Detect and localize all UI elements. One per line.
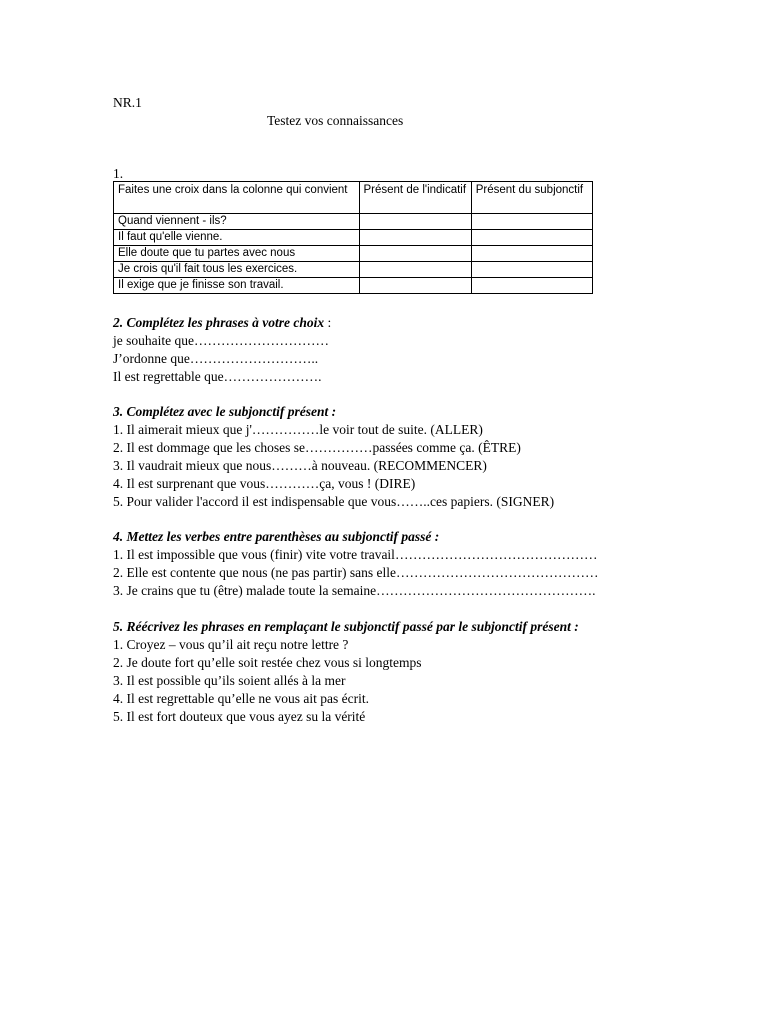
- list-item: 2. Elle est contente que nous (ne pas partir) sans elle………………………………………: [113, 565, 599, 580]
- list-item: 1. Il est impossible que vous (finir) vite votre travail………………………………………: [113, 547, 598, 562]
- table-cell-subjonctif[interactable]: [471, 262, 592, 278]
- table-row: [114, 230, 593, 246]
- list-item: 3. Je crains que tu (être) malade toute la semaine………………………………………….: [113, 583, 596, 598]
- list-item: 3. Il est possible qu’ils soient allés à la mer: [113, 673, 346, 688]
- table-cell-indicatif[interactable]: [359, 262, 471, 278]
- list-item: J’ordonne que………………………..: [113, 351, 319, 366]
- exercise-2-heading-text: 2. Complétez les phrases à votre choix: [113, 315, 325, 330]
- exercise-2-heading: [113, 314, 331, 332]
- list-item: 3. Il vaudrait mieux que nous………à nouveau. (RECOMMENCER): [113, 458, 487, 473]
- list-item: 2. Il est dommage que les choses se……………passées comme ça. (ÊTRE): [113, 440, 521, 455]
- table-cell-subjonctif[interactable]: [471, 278, 592, 294]
- table-cell-indicatif[interactable]: [359, 246, 471, 262]
- table-cell-sentence: Il faut qu'elle vienne.: [114, 230, 360, 246]
- page-title: Testez vos connaissances: [267, 113, 404, 128]
- list-item: 2. Je doute fort qu’elle soit restée chez vous si longtemps: [113, 655, 422, 670]
- exercise-4: [113, 528, 599, 600]
- list-item: je souhaite que…………………………: [113, 333, 329, 348]
- document-label: NR.1: [113, 95, 142, 110]
- exercise-1-table: [113, 181, 593, 294]
- exercise-4-heading: 4. Mettez les verbes entre parenthèses au subjonctif passé :: [113, 529, 440, 544]
- list-item: 4. Il est regrettable qu’elle ne vous ait pas écrit.: [113, 691, 370, 706]
- exercise-3-heading: 3. Complétez avec le subjonctif présent :: [113, 404, 337, 419]
- exercise-5-heading: 5. Réécrivez les phrases en remplaçant le subjonctif passé par le subjonctif présent :: [113, 619, 579, 634]
- table-cell-indicatif[interactable]: [359, 278, 471, 294]
- table-row: [114, 246, 593, 262]
- table-row: [114, 278, 593, 294]
- exercise-3: [113, 403, 554, 511]
- table-header-cell: Présent du subjonctif: [471, 182, 592, 214]
- list-item: 1. Croyez – vous qu’il ait reçu notre lettre ?: [113, 637, 349, 652]
- table-cell-subjonctif[interactable]: [471, 246, 592, 262]
- exercise-2: [113, 314, 331, 386]
- table-cell-subjonctif[interactable]: [471, 230, 592, 246]
- table-row: [114, 214, 593, 230]
- list-item: Il est regrettable que………………….: [113, 369, 322, 384]
- table-cell-indicatif[interactable]: [359, 230, 471, 246]
- table-cell-subjonctif[interactable]: [471, 214, 592, 230]
- list-item: 5. Il est fort douteux que vous ayez su la vérité: [113, 709, 366, 724]
- table-header-row: [114, 182, 593, 214]
- list-item: 5. Pour valider l'accord il est indispensable que vous……..ces papiers. (SIGNER): [113, 494, 555, 509]
- list-item: 1. Il aimerait mieux que j'……………le voir tout de suite. (ALLER): [113, 422, 483, 437]
- table-header-cell: Présent de l'indicatif: [359, 182, 471, 214]
- exercise-5: [113, 618, 579, 726]
- table-cell-sentence: Il exige que je finisse son travail.: [114, 278, 360, 294]
- exercise-1-number: 1.: [113, 166, 124, 181]
- table-header-cell: Faites une croix dans la colonne qui convient: [114, 182, 360, 214]
- list-item: 4. Il est surprenant que vous…………ça, vous ! (DIRE): [113, 476, 416, 491]
- table-cell-sentence: Quand viennent - ils?: [114, 214, 360, 230]
- exercise-2-heading-suffix: :: [324, 315, 332, 330]
- table-cell-sentence: Je crois qu'il fait tous les exercices.: [114, 262, 360, 278]
- table-row: [114, 262, 593, 278]
- table-cell-sentence: Elle doute que tu partes avec nous: [114, 246, 360, 262]
- table-cell-indicatif[interactable]: [359, 214, 471, 230]
